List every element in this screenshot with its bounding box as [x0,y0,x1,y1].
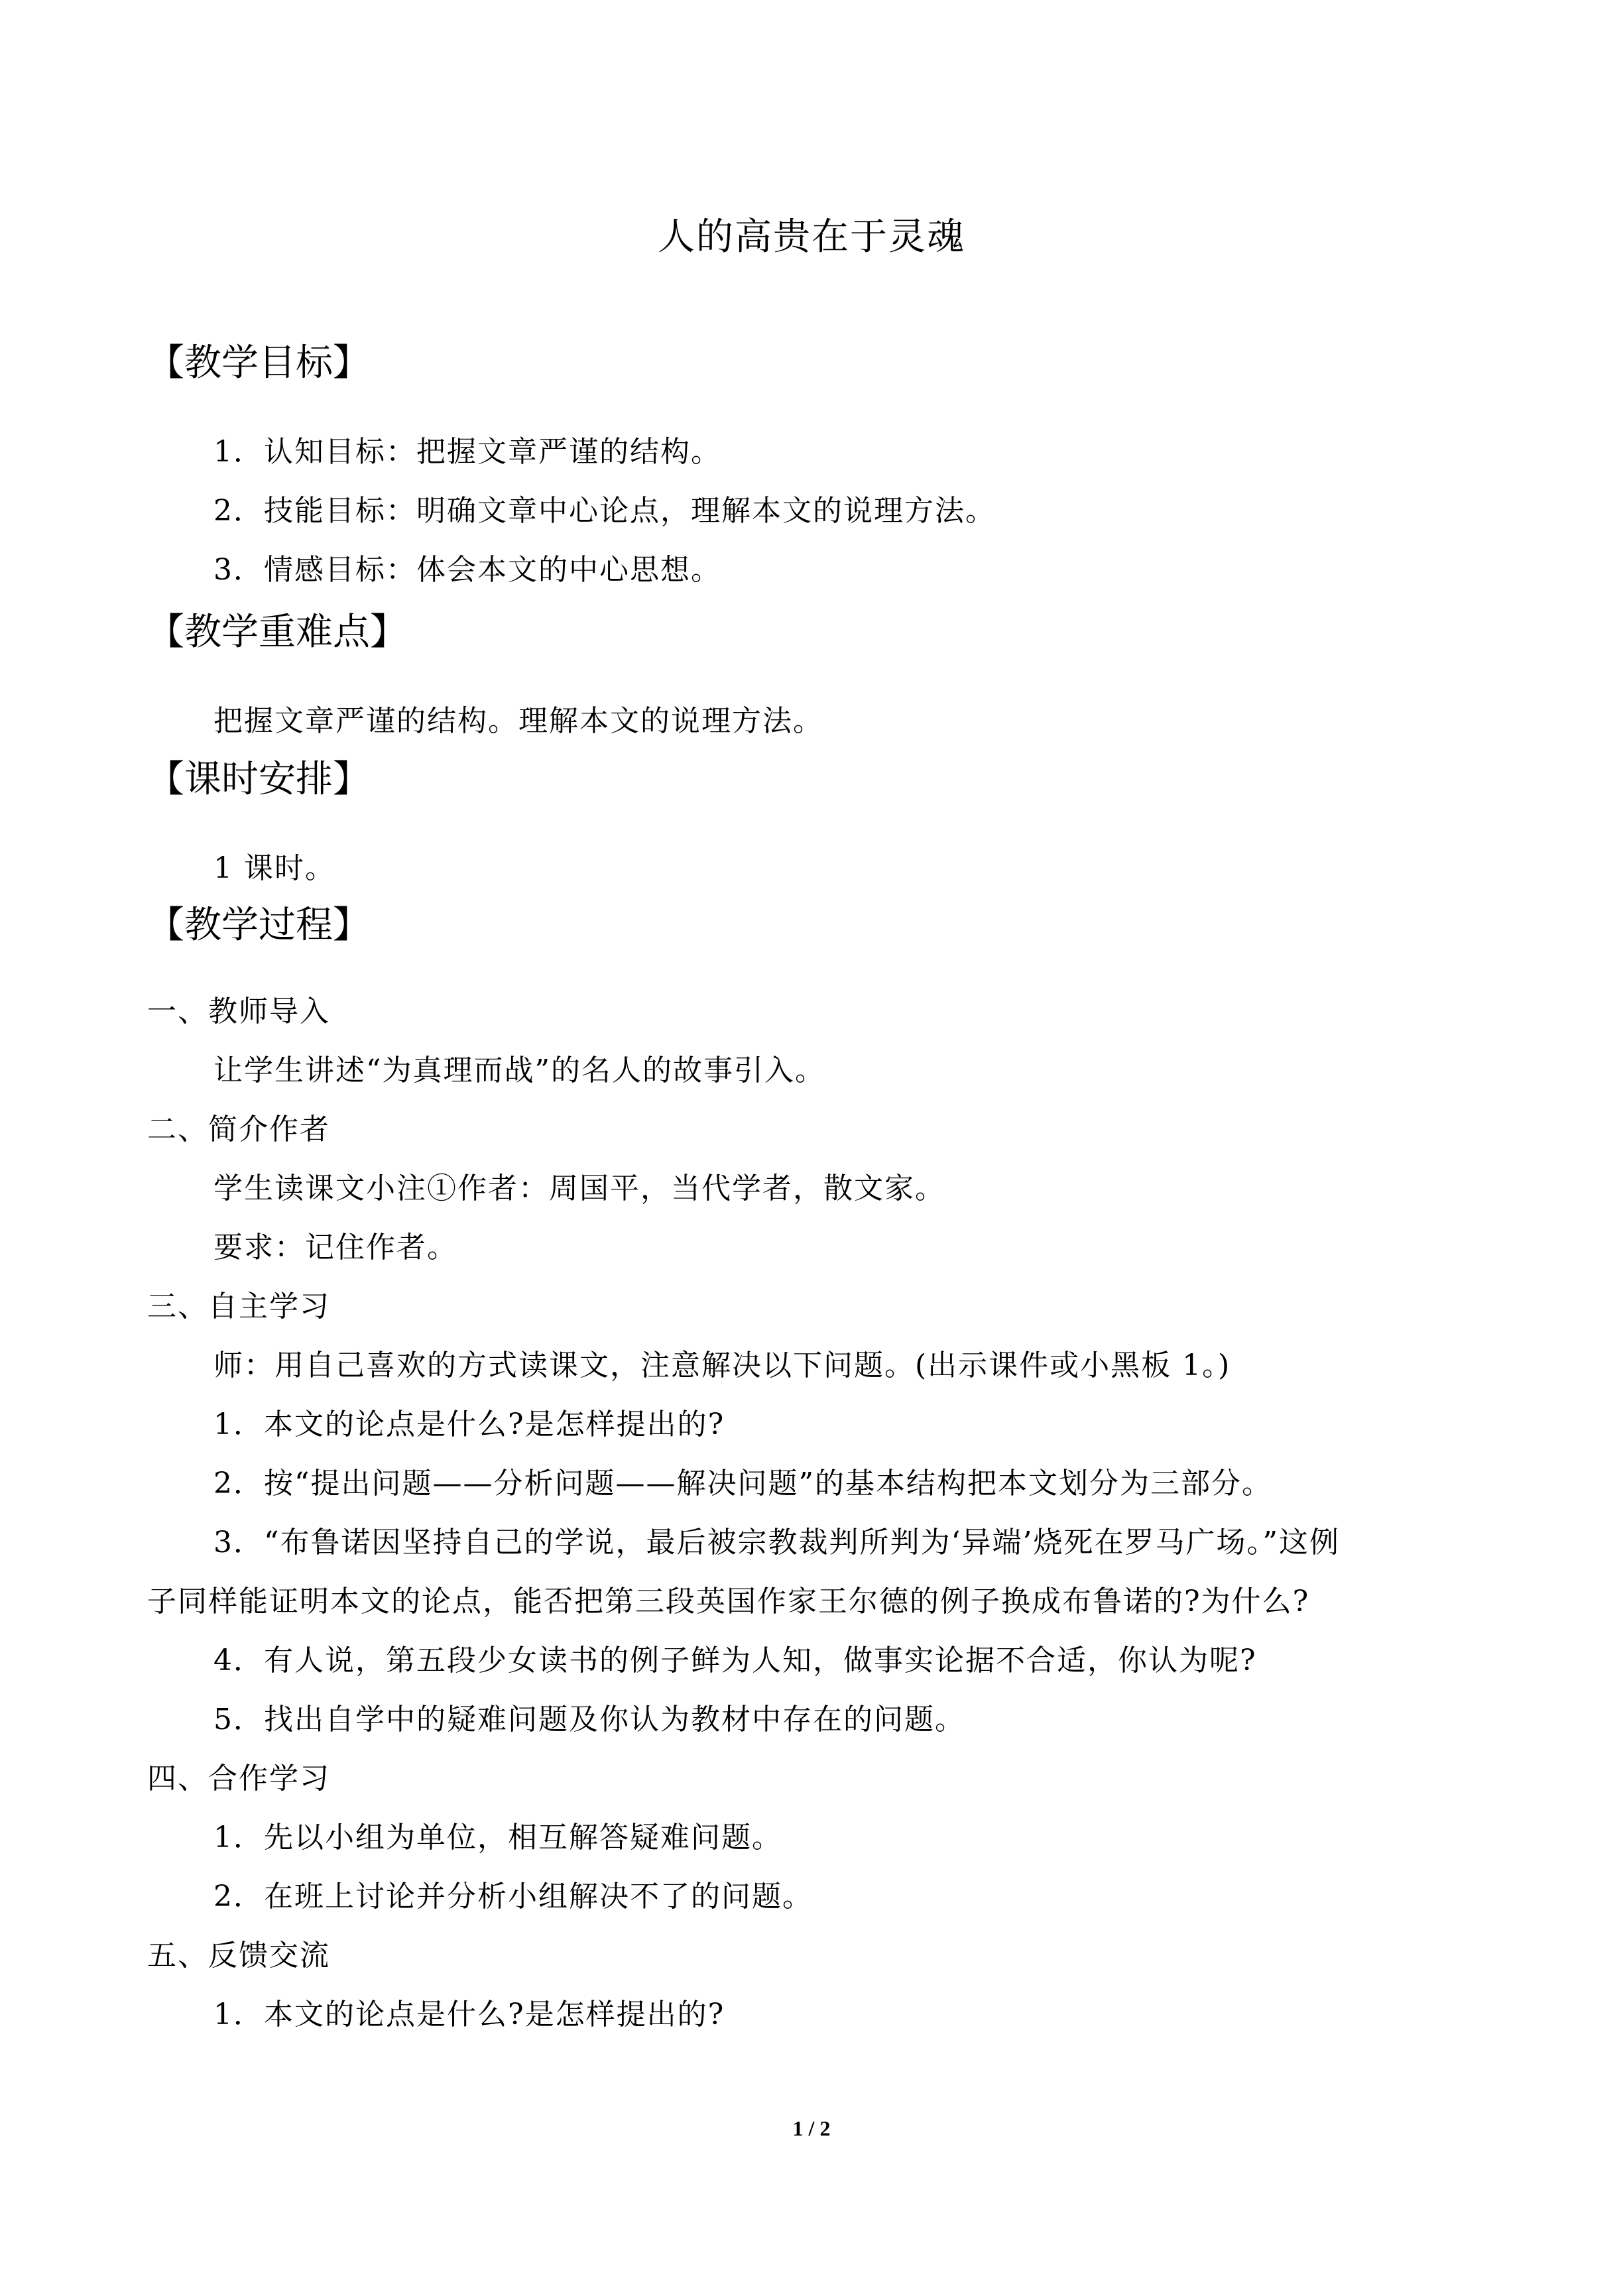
page-number: 1 / 2 [792,2116,831,2140]
objective-item: 2．技能目标：明确文章中心论点，理解本文的说理方法。 [213,494,996,528]
heading-schedule: 【课时安排】 [147,758,370,801]
step-line: 2．按“提出问题——分析问题——解决问题”的基本结构把本文划分为三部分。 [213,1467,1272,1500]
key-points-text: 把握文章严谨的结构。理解本文的说理方法。 [213,704,823,738]
heading-key-points: 【教学重难点】 [147,611,407,654]
step-line: 1．先以小组为单位，相互解答疑难问题。 [213,1821,782,1854]
step-line: 让学生讲述“为真理而战”的名人的故事引入。 [213,1054,825,1087]
step-title: 五、反馈交流 [147,1939,330,1972]
objective-item: 3．情感目标：体会本文的中心思想。 [213,553,721,587]
heading-objectives: 【教学目标】 [147,341,370,385]
step-line: 要求：记住作者。 [213,1231,457,1264]
step-title: 一、教师导入 [147,995,330,1028]
step-title: 二、简介作者 [147,1113,330,1146]
step-line: 1．本文的论点是什么?是怎样提出的? [213,1998,725,2031]
document-title: 人的高贵在于灵魂 [658,215,965,259]
step-line: 5．找出自学中的疑难问题及你认为教材中存在的问题。 [213,1703,965,1736]
step-line: 4．有人说，第五段少女读书的例子鲜为人知，做事实论据不合适，你认为呢? [213,1644,1257,1677]
step-line: 师：用自己喜欢的方式读课文，注意解决以下问题。(出示课件或小黑板 1。) [213,1349,1231,1382]
schedule-text: 1 课时。 [213,851,335,885]
step-line: 2．在班上讨论并分析小组解决不了的问题。 [213,1880,813,1913]
step-title: 三、自主学习 [147,1290,330,1323]
step-line-continued: 子同样能证明本文的论点，能否把第三段英国作家王尔德的例子换成布鲁诺的?为什么? [147,1585,1310,1618]
step-title: 四、合作学习 [147,1762,330,1795]
objective-item: 1．认知目标：把握文章严谨的结构。 [213,435,721,469]
heading-process: 【教学过程】 [147,904,370,947]
step-line: 3．“布鲁诺因坚持自己的学说，最后被宗教裁判所判为‘异端’烧死在罗马广场。”这例 [213,1526,1340,1559]
step-line: 1．本文的论点是什么?是怎样提出的? [213,1408,725,1441]
step-line: 学生读课文小注①作者：周国平，当代学者，散文家。 [213,1172,945,1205]
